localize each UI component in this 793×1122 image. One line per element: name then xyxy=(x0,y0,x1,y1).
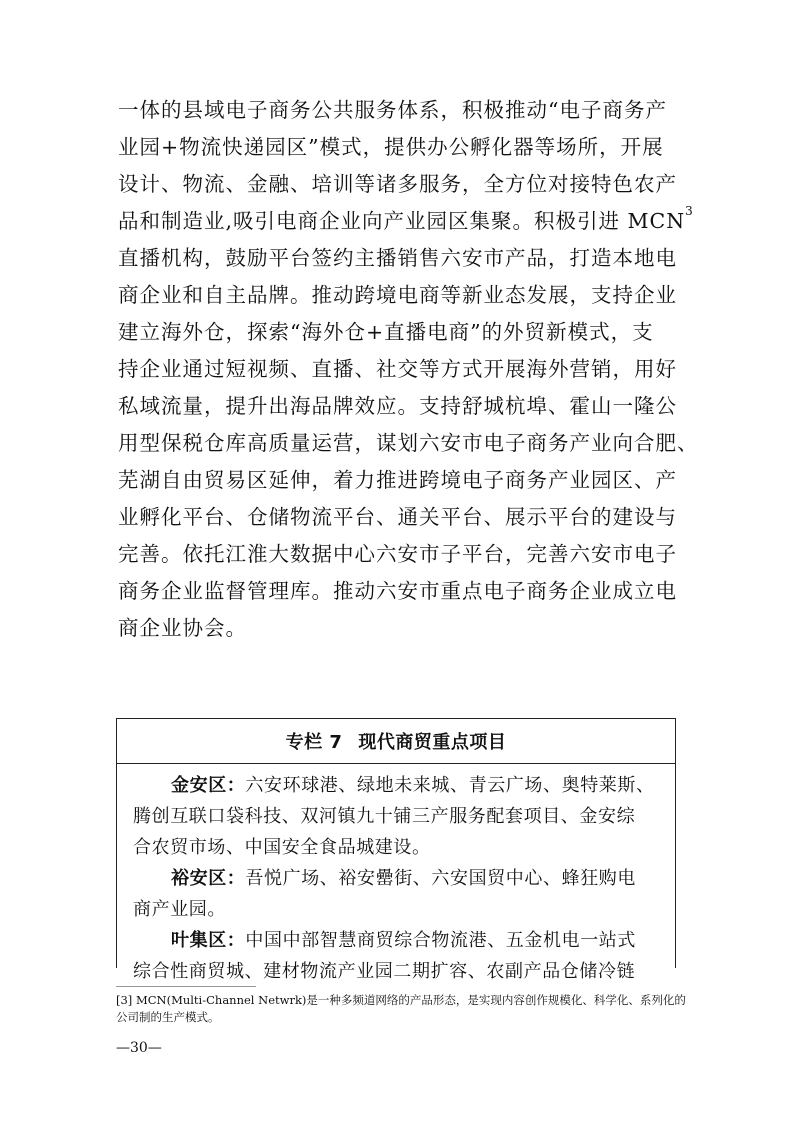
footnote-divider xyxy=(116,986,256,987)
footnote xyxy=(116,992,686,1026)
district-label-yeji: 叶集区： xyxy=(171,930,246,951)
project-text: 六安环球港、绿地未来城、青云广场、奥特莱斯、 xyxy=(245,775,655,796)
body-line-with-footnote xyxy=(118,203,694,240)
project-line: 腾创互联口袋科技、双河镇九十铺三产服务配套项目、金安综 xyxy=(133,806,636,827)
project-line xyxy=(133,925,659,956)
body-text xyxy=(118,92,699,647)
body-line: 一体的县域电子商务公共服务体系，积极推动“电子商务产 xyxy=(118,98,667,122)
footnote-line: [3] MCN(Multi-Channel Netwrk)是一种多频道网络的产品形态，是实现内容创作规模化、科学化、系列化的 xyxy=(116,993,686,1007)
body-line: 持企业通过短视频、直播、社交等方式开展海外营销，用好 xyxy=(118,357,677,381)
district-label-jinan: 金安区： xyxy=(171,775,246,796)
sidebar-box-key-projects xyxy=(116,718,676,982)
body-line: 商企业和自主品牌。推动跨境电商等新业态发展，支持企业 xyxy=(118,283,677,307)
district-label-yuan: 裕安区： xyxy=(171,868,246,889)
footnote-reference[interactable]: 3 xyxy=(685,204,694,218)
body-line: 商务企业监督管理库。推动六安市重点电子商务企业成立电 xyxy=(118,579,677,603)
box-title xyxy=(117,719,675,764)
box-body xyxy=(117,764,675,987)
footnote-line: 公司制的生产模式。 xyxy=(116,1010,220,1024)
body-line: 业园+物流快递园区”模式，提供办公孵化器等场所，开展 xyxy=(118,135,664,159)
page-number: —30— xyxy=(116,1040,162,1056)
project-line xyxy=(133,863,659,894)
project-line xyxy=(133,770,659,801)
box-title-prefix: 专栏 7 xyxy=(285,732,343,753)
body-line: 设计、物流、金融、培训等诸多服务，全方位对接特色农产 xyxy=(118,172,677,196)
body-line: 业孵化平台、仓储物流平台、通关平台、展示平台的建设与 xyxy=(118,505,677,529)
body-line: 完善。依托江淮大数据中心六安市子平台，完善六安市电子 xyxy=(118,542,677,566)
body-line: 商企业协会。 xyxy=(118,616,247,640)
body-line: 私域流量，提升出海品牌效应。支持舒城杭埠、霍山一隆公 xyxy=(118,394,677,418)
body-line: 品和制造业,吸引电商企业向产业园区集聚。积极引进 MCN xyxy=(118,209,686,233)
box-title-text: 现代商贸重点项目 xyxy=(358,732,507,753)
body-line: 芜湖自由贸易区延伸，着力推进跨境电子商务产业园区、产 xyxy=(118,468,677,492)
project-line: 综合性商贸城、建材物流产业园二期扩容、农副产品仓储冷链 xyxy=(133,961,636,982)
project-text: 中国中部智慧商贸综合物流港、五金机电一站式 xyxy=(245,930,637,951)
project-line: 合农贸市场、中国安全食品城建设。 xyxy=(133,837,431,858)
project-line: 商产业园。 xyxy=(133,899,226,920)
body-line: 用型保税仓库高质量运营，谋划六安市电子商务产业向合肥、 xyxy=(118,431,699,455)
project-text: 吾悦广场、裕安罍街、六安国贸中心、蜂狂购电 xyxy=(245,868,637,889)
body-line: 建立海外仓，探索“海外仓+直播电商”的外贸新模式，支 xyxy=(118,320,654,344)
body-line: 直播机构，鼓励平台签约主播销售六安市产品，打造本地电 xyxy=(118,246,677,270)
